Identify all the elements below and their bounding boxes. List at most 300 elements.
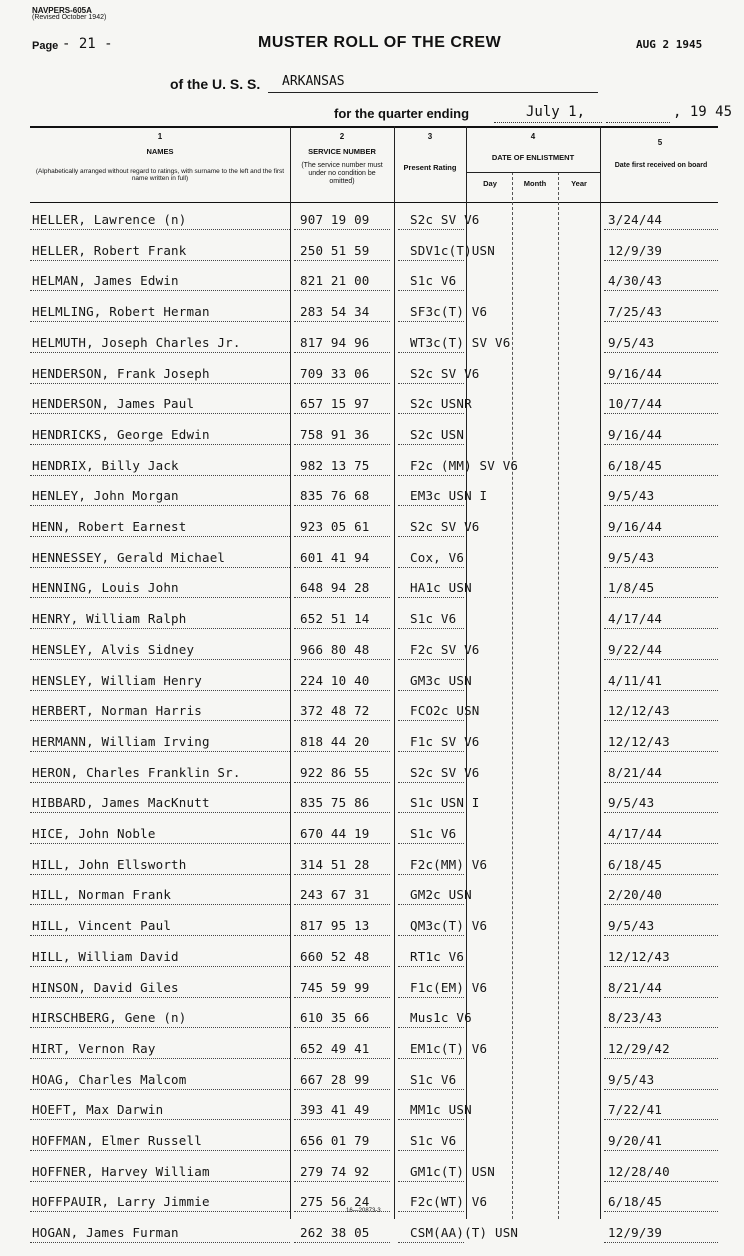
row-guide-line <box>398 1181 464 1182</box>
row-guide-line <box>604 383 718 384</box>
row-guide-line <box>604 751 718 752</box>
row-guide-line <box>604 260 718 261</box>
table-row <box>0 335 744 366</box>
row-guide-line <box>398 874 464 875</box>
present-rating: S1c V6 <box>410 273 457 289</box>
row-guide-line <box>398 383 464 384</box>
table-top-rule <box>30 126 718 128</box>
row-guide-line <box>604 475 718 476</box>
present-rating: S2c SV V6 <box>410 519 480 534</box>
row-guide-line <box>604 782 718 783</box>
table-row <box>0 212 744 243</box>
form-number: NAVPERS-605A <box>32 6 92 15</box>
table-row <box>0 519 744 550</box>
row-guide-line <box>294 260 390 261</box>
service-number: 279 74 92 <box>300 1163 370 1179</box>
date-received: 9/22/44 <box>608 641 663 657</box>
row-guide-line <box>30 812 290 813</box>
row-guide-line <box>294 935 390 936</box>
present-rating: SF3c(T) V6 <box>410 304 488 320</box>
table-row <box>0 488 744 519</box>
row-guide-line <box>398 1027 464 1028</box>
crew-name: HELMUTH, Joseph Charles Jr. <box>32 334 241 350</box>
service-number: 982 13 75 <box>300 457 370 473</box>
row-guide-line <box>604 1181 718 1182</box>
crew-name: HOFFPAUIR, Larry Jimmie <box>32 1194 210 1210</box>
table-row <box>0 826 744 857</box>
row-guide-line <box>604 966 718 967</box>
quarter-year: , 19 45 <box>673 104 733 120</box>
service-number: 667 28 99 <box>300 1071 370 1087</box>
service-number: 821 21 00 <box>300 273 370 289</box>
row-guide-line <box>30 383 290 384</box>
row-guide-line <box>30 536 290 537</box>
table-row <box>0 887 744 918</box>
row-guide-line <box>30 874 290 875</box>
row-guide-line <box>398 475 464 476</box>
row-guide-line <box>398 690 464 691</box>
crew-name: HOFFNER, Harvey William <box>32 1163 210 1179</box>
present-rating: F2c SV V6 <box>410 641 480 657</box>
row-guide-line <box>398 904 464 905</box>
table-row <box>0 795 744 826</box>
crew-name: HELLER, Lawrence (n) <box>32 212 187 227</box>
present-rating: GM1c(T) USN <box>410 1163 495 1179</box>
col-rating-title: Present Rating <box>403 163 457 172</box>
col-service-note: (The service number must under no condition be omitted) <box>301 162 383 185</box>
table-row <box>0 642 744 673</box>
row-guide-line <box>294 383 390 384</box>
present-rating: F1c SV V6 <box>410 733 480 749</box>
row-guide-line <box>30 782 290 783</box>
crew-name: HIBBARD, James MacKnutt <box>32 795 210 811</box>
present-rating: S2c USNR <box>410 396 472 412</box>
crew-name: HILL, William David <box>32 948 179 964</box>
table-row <box>0 980 744 1011</box>
service-number: 314 51 28 <box>300 856 370 872</box>
row-guide-line <box>398 505 464 506</box>
crew-name: HIRSCHBERG, Gene (n) <box>32 1010 187 1026</box>
service-number: 243 67 31 <box>300 887 370 903</box>
row-guide-line <box>294 997 390 998</box>
date-received: 9/5/43 <box>608 549 655 565</box>
row-guide-line <box>604 1089 718 1090</box>
present-rating: EM3c USN I <box>410 488 488 504</box>
date-received: 12/12/43 <box>608 948 670 964</box>
row-guide-line <box>30 1150 290 1151</box>
date-received: 6/18/45 <box>608 1194 663 1210</box>
row-guide-line <box>30 1089 290 1090</box>
crew-name: HENRY, William Ralph <box>32 611 187 627</box>
service-number: 670 44 19 <box>300 826 370 841</box>
table-row <box>0 1225 744 1256</box>
service-number: 652 49 41 <box>300 1040 370 1056</box>
date-received: 4/17/44 <box>608 826 663 841</box>
row-guide-line <box>604 352 718 353</box>
row-guide-line <box>398 1058 464 1059</box>
row-guide-line <box>294 812 390 813</box>
service-number: 262 38 05 <box>300 1225 370 1241</box>
row-guide-line <box>30 475 290 476</box>
table-row <box>0 857 744 888</box>
service-number: 283 54 34 <box>300 304 370 320</box>
row-guide-line <box>294 352 390 353</box>
present-rating: GM3c USN <box>410 672 472 688</box>
row-guide-line <box>30 966 290 967</box>
row-guide-line <box>398 1089 464 1090</box>
date-received: 9/16/44 <box>608 426 663 442</box>
crew-name: HOAG, Charles Malcom <box>32 1071 187 1087</box>
row-guide-line <box>294 1058 390 1059</box>
row-guide-line <box>604 290 718 291</box>
service-number: 657 15 97 <box>300 396 370 412</box>
row-guide-line <box>30 1058 290 1059</box>
row-guide-line <box>604 935 718 936</box>
row-guide-line <box>604 997 718 998</box>
crew-name: HERBERT, Norman Harris <box>32 703 202 719</box>
service-number: 745 59 99 <box>300 979 370 995</box>
present-rating: HA1c USN <box>410 580 472 596</box>
row-guide-line <box>30 260 290 261</box>
date-received: 4/11/41 <box>608 672 663 688</box>
row-guide-line <box>604 536 718 537</box>
row-guide-line <box>604 321 718 322</box>
row-guide-line <box>30 597 290 598</box>
date-received: 7/25/43 <box>608 304 663 320</box>
table-header-rule <box>30 202 718 203</box>
service-number: 393 41 49 <box>300 1102 370 1118</box>
service-number: 601 41 94 <box>300 549 370 565</box>
row-guide-line <box>604 874 718 875</box>
row-guide-line <box>30 1181 290 1182</box>
service-number: 372 48 72 <box>300 703 370 719</box>
row-guide-line <box>30 1211 290 1212</box>
row-guide-line <box>604 505 718 506</box>
present-rating: QM3c(T) V6 <box>410 918 488 934</box>
present-rating: Mus1c V6 <box>410 1010 472 1026</box>
table-row <box>0 427 744 458</box>
date-received: 4/17/44 <box>608 611 663 627</box>
present-rating: CSM(AA)(T) USN <box>410 1225 519 1241</box>
service-number: 835 76 68 <box>300 488 370 504</box>
row-guide-line <box>604 812 718 813</box>
row-guide-line <box>398 659 464 660</box>
row-guide-line <box>604 659 718 660</box>
date-received: 12/29/42 <box>608 1040 670 1056</box>
present-rating: GM2c USN <box>410 887 472 903</box>
service-number: 758 91 36 <box>300 426 370 442</box>
row-guide-line <box>30 690 290 691</box>
crew-name: HERMANN, William Irving <box>32 733 210 749</box>
row-guide-line <box>398 751 464 752</box>
row-guide-line <box>294 782 390 783</box>
date-received: 9/20/41 <box>608 1133 663 1148</box>
row-guide-line <box>398 260 464 261</box>
date-received: 6/18/45 <box>608 856 663 872</box>
table-row <box>0 366 744 397</box>
present-rating: S1c V6 <box>410 1133 457 1148</box>
quarter-label: for the quarter ending <box>334 106 470 121</box>
present-rating: S1c USN I <box>410 795 480 811</box>
crew-name: HILL, John Ellsworth <box>32 856 187 872</box>
date-received: 3/24/44 <box>608 212 663 227</box>
ship-underline <box>268 92 598 93</box>
row-guide-line <box>294 874 390 875</box>
present-rating: WT3c(T) SV V6 <box>410 334 511 350</box>
row-guide-line <box>604 1150 718 1151</box>
present-rating: FCO2c USN <box>410 703 480 719</box>
crew-name: HICE, John Noble <box>32 826 156 841</box>
crew-name: HIRT, Vernon Ray <box>32 1040 156 1056</box>
service-number: 922 86 55 <box>300 764 370 780</box>
col-service-number: 2 <box>339 132 345 141</box>
row-guide-line <box>294 904 390 905</box>
col-names-number: 1 <box>157 132 163 141</box>
row-guide-line <box>294 229 390 230</box>
row-guide-line <box>294 567 390 568</box>
row-guide-line <box>294 628 390 629</box>
row-guide-line <box>294 1089 390 1090</box>
table-row <box>0 273 744 304</box>
service-number: 275 56 24 <box>300 1194 370 1210</box>
page-label: Page <box>32 40 59 52</box>
row-guide-line <box>604 1211 718 1212</box>
row-guide-line <box>294 536 390 537</box>
date-received: 9/5/43 <box>608 795 655 811</box>
row-guide-line <box>398 597 464 598</box>
row-guide-line <box>398 782 464 783</box>
date-received: 12/12/43 <box>608 733 670 749</box>
col-enlistment-day: Day <box>483 179 497 188</box>
row-guide-line <box>604 597 718 598</box>
service-number: 224 10 40 <box>300 672 370 688</box>
row-guide-line <box>30 290 290 291</box>
row-guide-line <box>30 413 290 414</box>
ship-name: ARKANSAS <box>282 74 345 89</box>
row-guide-line <box>294 597 390 598</box>
col-names-note: (Alphabetically arranged without regard to ratings, with surname to the left and the first name written in full) <box>35 168 285 182</box>
row-guide-line <box>30 720 290 721</box>
present-rating: Cox, V6 <box>410 549 465 565</box>
present-rating: MM1c USN <box>410 1102 472 1118</box>
row-guide-line <box>398 1150 464 1151</box>
page-number: - 21 - <box>62 36 113 52</box>
date-received: 4/30/43 <box>608 273 663 289</box>
row-guide-line <box>398 843 464 844</box>
row-guide-line <box>30 229 290 230</box>
present-rating: S2c SV V6 <box>410 764 480 780</box>
date-received: 9/5/43 <box>608 334 655 350</box>
row-guide-line <box>398 1119 464 1120</box>
row-guide-line <box>398 966 464 967</box>
date-received: 8/23/43 <box>608 1010 663 1026</box>
service-number: 660 52 48 <box>300 948 370 964</box>
present-rating: S2c SV V6 <box>410 365 480 381</box>
crew-name: HENNESSEY, Gerald Michael <box>32 549 226 565</box>
crew-name: HENSLEY, William Henry <box>32 672 202 688</box>
row-guide-line <box>604 843 718 844</box>
row-guide-line <box>294 413 390 414</box>
table-row <box>0 1102 744 1133</box>
stamp-date: AUG 2 1945 <box>636 38 703 51</box>
present-rating: S1c V6 <box>410 611 457 627</box>
form-revision: (Revised October 1942) <box>32 14 107 21</box>
table-row <box>0 918 744 949</box>
table-row <box>0 1041 744 1072</box>
row-guide-line <box>398 812 464 813</box>
service-number: 656 01 79 <box>300 1133 370 1148</box>
table-row <box>0 1164 744 1195</box>
table-row <box>0 458 744 489</box>
crew-name: HENDRIX, Billy Jack <box>32 457 179 473</box>
crew-name: HERON, Charles Franklin Sr. <box>32 764 241 780</box>
row-guide-line <box>398 536 464 537</box>
row-guide-line <box>294 1027 390 1028</box>
present-rating: F2c(WT) V6 <box>410 1194 488 1210</box>
row-guide-line <box>30 904 290 905</box>
row-guide-line <box>30 444 290 445</box>
row-guide-line <box>398 290 464 291</box>
row-guide-line <box>30 567 290 568</box>
row-guide-line <box>604 690 718 691</box>
table-row <box>0 703 744 734</box>
row-guide-line <box>604 1242 718 1243</box>
row-guide-line <box>294 1242 390 1243</box>
row-guide-line <box>294 751 390 752</box>
col-received-number: 5 <box>657 138 663 147</box>
row-guide-line <box>30 751 290 752</box>
row-guide-line <box>30 843 290 844</box>
row-guide-line <box>294 444 390 445</box>
page-title: MUSTER ROLL OF THE CREW <box>258 34 502 51</box>
table-row <box>0 673 744 704</box>
table-row <box>0 243 744 274</box>
quarter-date-line <box>494 122 602 123</box>
col-names-title: NAMES <box>146 147 174 156</box>
date-received: 6/18/45 <box>608 457 663 473</box>
row-guide-line <box>30 505 290 506</box>
row-guide-line <box>604 567 718 568</box>
row-guide-line <box>294 843 390 844</box>
table-row <box>0 1072 744 1103</box>
row-guide-line <box>398 628 464 629</box>
col-service-title: SERVICE NUMBER <box>308 147 376 156</box>
crew-name: HOFFMAN, Elmer Russell <box>32 1133 202 1148</box>
crew-name: HENDRICKS, George Edwin <box>32 426 210 442</box>
present-rating: RT1c V6 <box>410 948 465 964</box>
service-number: 923 05 61 <box>300 519 370 534</box>
row-guide-line <box>398 229 464 230</box>
date-received: 1/8/45 <box>608 580 655 596</box>
row-guide-line <box>294 659 390 660</box>
crew-name: HELMAN, James Edwin <box>32 273 179 289</box>
date-received: 12/28/40 <box>608 1163 670 1179</box>
row-guide-line <box>604 229 718 230</box>
row-guide-line <box>398 413 464 414</box>
service-number: 966 80 48 <box>300 641 370 657</box>
row-guide-line <box>604 1058 718 1059</box>
row-guide-line <box>30 1119 290 1120</box>
row-guide-line <box>30 997 290 998</box>
present-rating: S2c SV V6 <box>410 212 480 227</box>
footer-code: 16—20873-3 <box>346 1208 381 1214</box>
crew-name: HENSLEY, Alvis Sidney <box>32 641 195 657</box>
row-guide-line <box>398 720 464 721</box>
row-guide-line <box>30 659 290 660</box>
row-guide-line <box>294 1150 390 1151</box>
present-rating: SDV1c(T)USN <box>410 242 495 258</box>
service-number: 610 35 66 <box>300 1010 370 1026</box>
enlistment-subheader-rule <box>466 172 600 173</box>
present-rating: S1c V6 <box>410 1071 457 1087</box>
crew-name: HENN, Robert Earnest <box>32 519 187 534</box>
row-guide-line <box>294 966 390 967</box>
date-received: 9/5/43 <box>608 488 655 504</box>
col-enlistment-title: DATE OF ENLISTMENT <box>491 153 575 162</box>
table-row <box>0 949 744 980</box>
table-row <box>0 611 744 642</box>
table-row <box>0 304 744 335</box>
row-guide-line <box>30 1242 290 1243</box>
row-guide-line <box>604 904 718 905</box>
service-number: 818 44 20 <box>300 733 370 749</box>
crew-name: HENDERSON, Frank Joseph <box>32 365 210 381</box>
row-guide-line <box>294 505 390 506</box>
date-received: 8/21/44 <box>608 979 663 995</box>
col-enlistment-number: 4 <box>530 132 536 141</box>
service-number: 817 95 13 <box>300 918 370 934</box>
crew-name: HELLER, Robert Frank <box>32 242 187 258</box>
service-number: 709 33 06 <box>300 365 370 381</box>
present-rating: F2c (MM) SV V6 <box>410 457 519 473</box>
present-rating: F1c(EM) V6 <box>410 979 488 995</box>
table-row <box>0 550 744 581</box>
row-guide-line <box>398 1211 464 1212</box>
row-guide-line <box>30 628 290 629</box>
quarter-year-line <box>606 122 670 123</box>
table-row <box>0 580 744 611</box>
service-number: 835 75 86 <box>300 795 370 811</box>
quarter-date: July 1, <box>526 104 586 120</box>
present-rating: F2c(MM) V6 <box>410 856 488 872</box>
service-number: 648 94 28 <box>300 580 370 596</box>
row-guide-line <box>294 1181 390 1182</box>
date-received: 10/7/44 <box>608 396 663 412</box>
crew-name: HINSON, David Giles <box>32 979 179 995</box>
crew-name: HENLEY, John Morgan <box>32 488 179 504</box>
col-enlistment-month: Month <box>523 179 547 188</box>
present-rating: S1c V6 <box>410 826 457 841</box>
row-guide-line <box>30 935 290 936</box>
date-received: 9/16/44 <box>608 365 663 381</box>
service-number: 817 94 96 <box>300 334 370 350</box>
row-guide-line <box>604 1027 718 1028</box>
date-received: 12/9/39 <box>608 242 663 258</box>
present-rating: S2c USN <box>410 426 465 442</box>
col-received-title: Date first received on board <box>614 162 708 169</box>
row-guide-line <box>294 690 390 691</box>
row-guide-line <box>294 321 390 322</box>
table-row <box>0 1010 744 1041</box>
date-received: 7/22/41 <box>608 1102 663 1118</box>
row-guide-line <box>294 1119 390 1120</box>
row-guide-line <box>398 444 464 445</box>
service-number: 250 51 59 <box>300 242 370 258</box>
date-received: 9/16/44 <box>608 519 663 534</box>
date-received: 9/5/43 <box>608 1071 655 1087</box>
row-guide-line <box>294 290 390 291</box>
row-guide-line <box>398 321 464 322</box>
